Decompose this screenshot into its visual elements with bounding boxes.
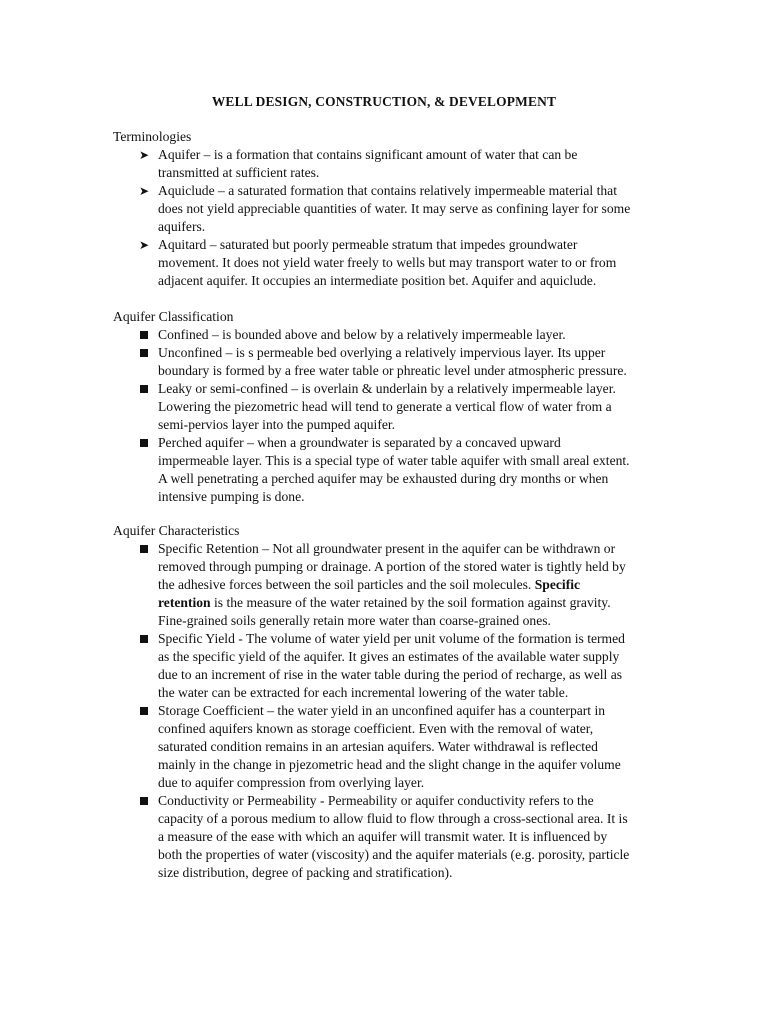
item-text-continued: is the measure of the water retained by the soil formation against gravity. Fine-grained soils generally retain more water than coarse-grained ones. <box>158 595 611 628</box>
list-item <box>0 540 633 630</box>
item-text: Storage Coefficient – the water yield in an unconfined aquifer has a counterpart in confined aquifers known as storage coefficient. Even with the removal of water, saturated condition remains in an artesian aquifers. Water withdrawal is reflected mainly in the change in pjezometric head and the slight change in the aquifer volume due to aquifer compression from overlying layer. <box>158 703 621 790</box>
list-item <box>0 146 633 182</box>
arrow-icon: ➤ <box>138 148 150 162</box>
item-text: Leaky or semi-confined – is overlain & underlain by a relatively impermeable layer. Lowering the piezometric head will tend to generate a vertical flow of water from a semi-pervios layer into the pumped aquifer. <box>158 381 616 432</box>
list-item <box>0 702 633 792</box>
square-bullet-icon <box>137 380 151 398</box>
square-bullet-icon <box>137 630 151 648</box>
item-text: Specific Retention – Not all groundwater present in the aquifer can be withdrawn or removed through pumping or drainage. A portion of the stored water is tightly held by the adhesive forces between the soil particles and the soil molecules. <box>158 541 626 592</box>
item-text: Unconfined – is s permeable bed overlying a relatively impervious layer. Its upper boundary is formed by a free water table or phreatic level under atmospheric pressure. <box>158 345 627 378</box>
square-bullet-icon <box>137 540 151 558</box>
characteristics-list <box>0 540 768 882</box>
terminologies-list <box>0 146 768 290</box>
list-item <box>0 236 633 290</box>
arrow-icon: ➤ <box>138 238 150 252</box>
item-bold-term: Specific retention <box>158 577 581 610</box>
item-text: Aquiclude – a saturated formation that contains relatively impermeable material that does not yield appreciable quantities of water. It may serve as confining layer for some aquifers. <box>158 183 631 234</box>
list-item <box>0 380 633 434</box>
classification-list <box>0 326 768 506</box>
square-bullet-icon <box>137 434 151 452</box>
section-heading-terminologies: Terminologies <box>113 129 192 144</box>
item-text: Conductivity or Permeability - Permeability or aquifer conductivity refers to the capacity of a porous medium to allow fluid to flow through a cross-sectional area. It is a measure of the ease with which an aquifer will transmit water. It is influenced by both the properties of water (viscosity) and the aquifer materials (e.g. porosity, particle size distribution, degree of packing and stratification). <box>158 793 630 880</box>
item-text: Aquitard – saturated but poorly permeable stratum that impedes groundwater movement. It does not yield water freely to wells but may transport water to or from adjacent aquifer. It occupies an intermediate position bet. Aquifer and aquiclude. <box>158 237 617 288</box>
square-bullet-icon <box>137 702 151 720</box>
square-bullet-icon <box>137 326 151 344</box>
list-item <box>0 630 633 702</box>
item-text: Specific Yield - The volume of water yield per unit volume of the formation is termed as the specific yield of the aquifer. It gives an estimates of the available water supply due to an increment of rise in the water table during the period of recharge, as well as the water can be extracted for each incremental lowering of the water table. <box>158 631 625 700</box>
list-item <box>0 326 633 344</box>
item-text: Confined – is bounded above and below by a relatively impermeable layer. <box>158 327 566 342</box>
arrow-icon: ➤ <box>138 184 150 198</box>
square-bullet-icon <box>137 792 151 810</box>
document-title: WELL DESIGN, CONSTRUCTION, & DEVELOPMENT <box>211 94 557 109</box>
list-item <box>0 182 633 236</box>
list-item <box>0 344 633 380</box>
list-item <box>0 792 633 882</box>
section-heading-characteristics: Aquifer Characteristics <box>113 523 240 538</box>
section-heading-classification: Aquifer Classification <box>113 309 234 324</box>
item-text: Perched aquifer – when a groundwater is separated by a concaved upward impermeable layer. This is a special type of water table aquifer with small areal extent. A well penetrating a perched aquifer may be exhausted during dry months or when intensive pumping is done. <box>158 435 630 504</box>
square-bullet-icon <box>137 344 151 362</box>
item-text: Aquifer – is a formation that contains significant amount of water that can be transmitted at sufficient rates. <box>158 147 578 180</box>
list-item <box>0 434 633 506</box>
